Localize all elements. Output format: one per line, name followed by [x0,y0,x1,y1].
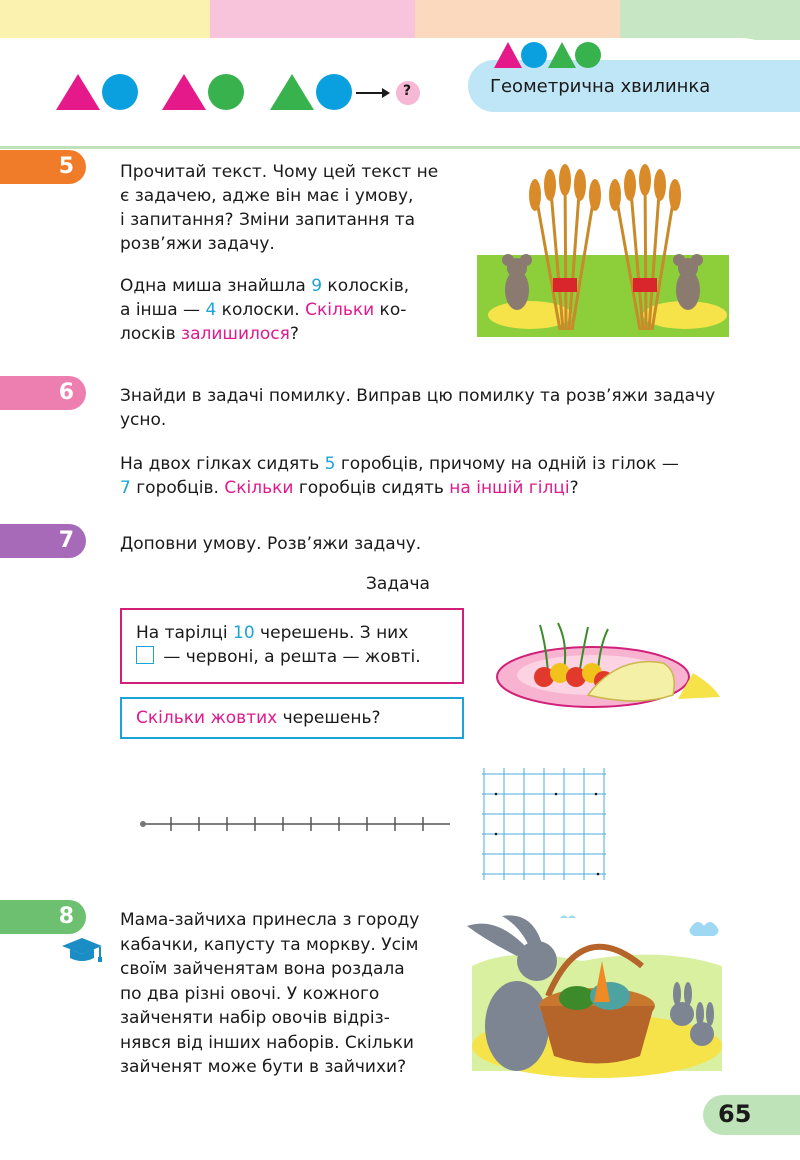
circle-icon [102,74,138,110]
triangle-icon [494,42,522,68]
arrow-icon [382,88,390,98]
task-7-heading: Задача [366,574,430,594]
question-mark: ? [403,83,412,99]
wheat-mice-illustration [475,160,730,340]
triangle-icon [162,74,206,110]
triangle-icon [56,74,100,110]
task-number-6: 6 [0,376,86,410]
number-line-start-point [140,821,146,827]
question-text: Скільки жовтих черешень? [136,708,381,728]
condition-text: На тарілці 10 черешень. З них — червоні, а решта — жовті. [136,623,421,667]
number-line [138,812,454,836]
task-5-instruction: Прочитай текст. Чому цей текст не є задачею, адже він має і умову, і запитання? Зміни запитання та розв’яжи задачу. [120,162,439,254]
blank-input-square[interactable] [136,646,154,664]
circle-icon [208,74,244,110]
answer-grid[interactable] [474,766,612,884]
task-number-7: 7 [0,524,86,558]
task-8-text: Мама-зайчиха принесла з городу кабачки, капусту та моркву. Усім своїм зайченятам вона роздала по два різні овочі. У кожного зайченяти набір овочів відріз- нявся від інших наборів. Скільки зайченят може бути в зайчихи? [120,910,420,1077]
shape-sequence [50,68,430,114]
section-title: Геометрична хвилинка [490,76,711,97]
task-6-instruction: Знайди в задачі помилку. Виправ цю помилку та розв’яжи задачу усно. [120,386,716,430]
top-strip-yellow [0,0,210,40]
triangle-icon [270,74,314,110]
circle-icon [521,42,547,68]
rabbit-basket-illustration [462,906,732,1078]
triangle-icon [548,42,576,68]
task-number-5: 5 [0,150,86,184]
cherry-plate-illustration [488,615,728,715]
task-number-8: 8 [0,900,86,934]
page-number: 65 [718,1100,752,1128]
task-6-story: На двох гілках сидять 5 горобців, причому на одній із гілок — 7 горобців. Скільки горобців сидять на іншій гілці? [120,454,679,498]
task-5-story: Одна миша знайшла 9 колосків, а інша — 4 колоски. Скільки ко- лосків залишилося? [120,276,410,344]
header-divider [0,146,800,149]
circle-icon [316,74,352,110]
top-strip-pink [210,0,415,40]
graduation-cap-icon [60,934,104,964]
top-strip-peach [415,0,620,40]
top-strip-green [620,0,800,40]
task-7-instruction: Доповни умову. Розв’яжи задачу. [120,534,422,554]
circle-icon [575,42,601,68]
header-shapes [492,40,612,70]
